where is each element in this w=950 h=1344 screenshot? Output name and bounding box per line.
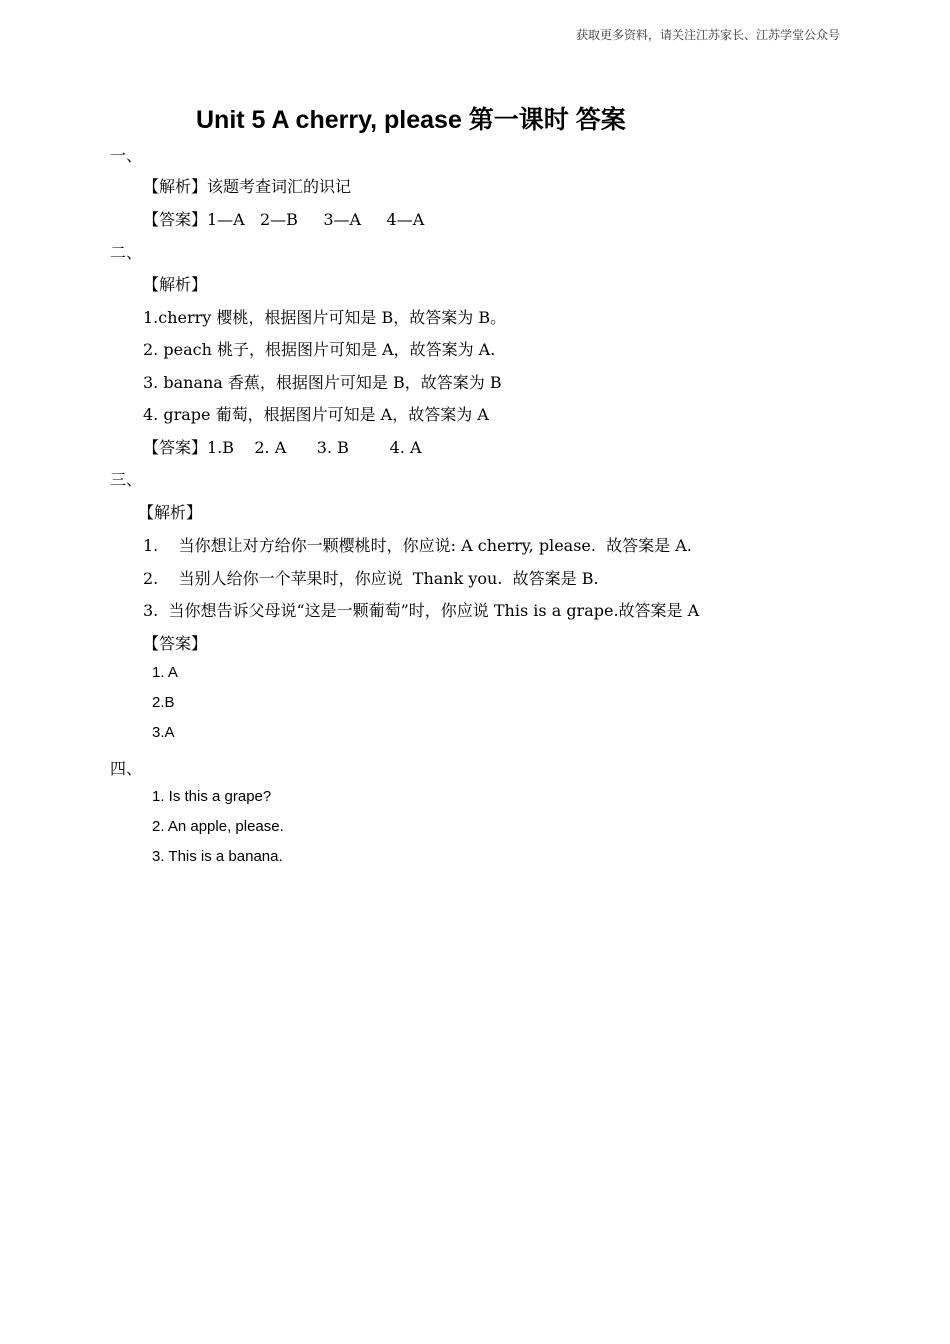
section-3-answer-3: 3.A <box>152 724 175 741</box>
section-3-heading: 三、 <box>110 470 143 489</box>
section-2-line-1: 1.cherry 樱桃，根据图片可知是 B，故答案为 B。 <box>143 308 507 327</box>
section-4-heading: 四、 <box>110 759 143 778</box>
section-3-line-2: 2. 当别人给你一个苹果时，你应说 Thank you. 故答案是 B. <box>143 569 599 588</box>
section-2-analysis-label: 【解析】 <box>143 275 208 294</box>
section-3-answer-label: 【答案】 <box>143 634 208 653</box>
header-note: 获取更多资料，请关注江苏家长、江苏学堂公众号 <box>575 28 840 42</box>
section-3-answer-1: 1. A <box>152 664 178 681</box>
section-3-line-1: 1. 当你想让对方给你一颗樱桃时，你应说: A cherry, please. 故答案是 A. <box>143 536 692 555</box>
section-4-answer-2: 2. An apple, please. <box>152 818 284 835</box>
section-3-answer-2: 2.B <box>152 694 175 711</box>
section-1-heading: 一、 <box>110 146 143 165</box>
section-2-line-4: 4. grape 葡萄，根据图片可知是 A，故答案为 A <box>143 405 489 424</box>
section-2-answer: 【答案】1.B 2. A 3. B 4. A <box>143 438 422 457</box>
page-title: Unit 5 A cherry, please 第一课时 答案 <box>196 106 626 134</box>
section-2-heading: 二、 <box>110 243 143 262</box>
section-4-answer-3: 3. This is a banana. <box>152 848 283 865</box>
section-3-line-3: 3. 当你想告诉父母说“这是一颗葡萄”时，你应说 This is a grape.故答案是 A <box>143 601 700 620</box>
section-2-line-2: 2. peach 桃子，根据图片可知是 A，故答案为 A. <box>143 340 496 359</box>
section-2-line-3: 3. banana 香蕉，根据图片可知是 B，故答案为 B <box>143 373 502 392</box>
section-3-analysis-label: 【解析】 <box>138 503 203 522</box>
section-4-answer-1: 1. Is this a grape? <box>152 788 272 805</box>
section-1-analysis: 【解析】该题考查词汇的识记 <box>143 177 352 196</box>
section-1-answer: 【答案】1—A 2—B 3—A 4—A <box>143 210 425 229</box>
